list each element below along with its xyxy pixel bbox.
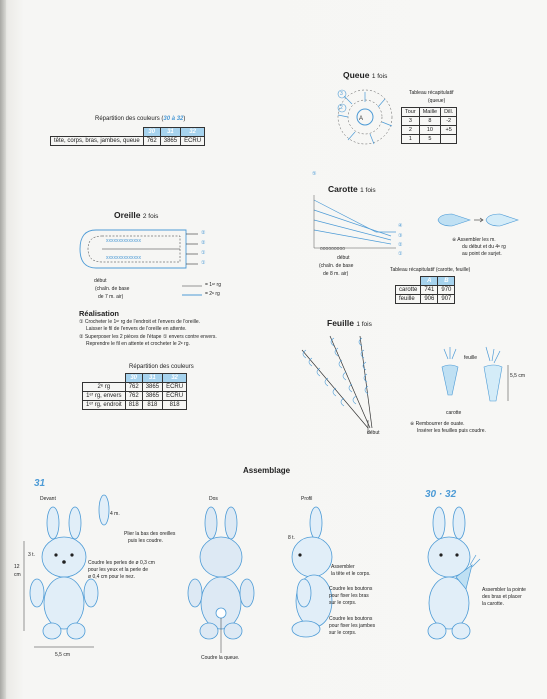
svg-text:A: A bbox=[359, 116, 364, 122]
note-bras-3: sur le corps. bbox=[329, 600, 357, 606]
model-30-32-label: 30 · 32 bbox=[425, 489, 457, 500]
note-perles-1: Coudre les perles de ø 0,3 cm bbox=[88, 560, 155, 566]
note-jambes-3: sur le corps. bbox=[329, 630, 357, 636]
realisation-step-2b: Reprendre le fil en attente et crocheter le 2ᵉ rg. bbox=[86, 341, 190, 347]
oreille-legend-lines bbox=[182, 284, 204, 298]
svg-text:ooooooooo: ooooooooo bbox=[320, 246, 346, 252]
assemblage-title: Assemblage bbox=[243, 466, 291, 475]
carotte-note-2: du début et du 4ᵉ rg bbox=[462, 244, 506, 250]
carotte-note-3: au point de surjet. bbox=[462, 251, 502, 257]
carotte-row-1: ① bbox=[398, 251, 403, 257]
note-plier-1: Plier la bas des oreilles bbox=[124, 531, 176, 537]
note-carotte-2: des bras et placer bbox=[482, 594, 522, 600]
profil-label: Profil bbox=[301, 496, 313, 502]
feuille-note-2: Insérer les feuilles puis coudre. bbox=[417, 428, 486, 434]
realisation-step-2a: ② Superposer les 2 pièces de l'étape ① envers contre envers. bbox=[79, 334, 217, 340]
oreille-row-2a: ② bbox=[201, 230, 206, 236]
realisation-step-1a: ① Crocheter le 1ᵉʳ rg de l'endroit et l'envers de l'oreille. bbox=[79, 319, 201, 325]
carotte-diagram bbox=[296, 190, 406, 260]
note-bras-2: pour fixer les bras bbox=[329, 593, 369, 599]
feuille-start-label: début bbox=[367, 430, 380, 436]
dim-55cm: 5,5 cm bbox=[55, 652, 71, 658]
oreille-start-label-3: de 7 m. air) bbox=[98, 294, 124, 300]
carotte-table-title: Tableau récapitulatif (carotte, feuille) bbox=[390, 267, 471, 273]
note-perles-2: pour les yeux et la perle de bbox=[88, 567, 149, 573]
queue-table: Tour Maille Dill. 3 8 -2 2 10 +5 1 5 bbox=[401, 107, 457, 144]
oreille-start-label: début bbox=[94, 278, 107, 284]
note-carotte-3: la carotte. bbox=[482, 601, 504, 607]
note-carotte-1: Assembler la pointe bbox=[482, 587, 526, 593]
feuille-label: feuille bbox=[464, 355, 478, 361]
color-table-mid: 30 31 32 2ᵉ rg 762 3865 ÉCRU 1ᵉʳ rg, envers 762 3865 ÉCRU 1ᵉʳ rg, endroit 818 818 818 bbox=[82, 373, 187, 410]
oreille-diagram bbox=[76, 222, 201, 277]
queue-table-subtitle: (queue) bbox=[428, 98, 446, 104]
svg-text:xxxxxxxxxxxxxx: xxxxxxxxxxxxxx bbox=[106, 238, 141, 244]
dim-4m: 4 m. bbox=[110, 511, 120, 517]
color-table-top-title: Répartition des couleurs (30 à 32) bbox=[95, 116, 186, 122]
bunny-with-carrot bbox=[408, 505, 488, 655]
color-table-mid-title: Répartition des couleurs bbox=[129, 364, 194, 370]
note-plier-2: puis les coudre. bbox=[128, 538, 164, 544]
devant-label: Devant bbox=[40, 496, 56, 502]
ear-fold-detail bbox=[96, 493, 112, 527]
carotte-row-3: ③ bbox=[398, 233, 403, 239]
feuille-diagram bbox=[290, 328, 400, 438]
carotte-title: Carotte 1 fois bbox=[328, 184, 376, 194]
oreille-legend-1: = 1ᵉʳ rg bbox=[205, 282, 221, 288]
oreille-start-label-2: (chaîn. de base bbox=[95, 286, 130, 292]
feuille-title: Feuille 1 fois bbox=[327, 318, 372, 328]
note-jambes-2: pour fixer les jambes bbox=[329, 623, 376, 629]
carotte-start-label-2: (chaîn. de base bbox=[319, 263, 354, 269]
oreille-row-1b: ① bbox=[201, 260, 206, 266]
queue-row-2: 2 bbox=[340, 105, 343, 111]
dos-label: Dos bbox=[209, 496, 218, 502]
bunny-back bbox=[180, 505, 260, 655]
dim-cm: cm bbox=[14, 572, 21, 578]
feuille-dim: 5,5 cm bbox=[510, 373, 526, 379]
carotte-start-label-3: de 8 m. air) bbox=[323, 271, 349, 277]
oreille-row-2b: ② bbox=[201, 240, 206, 246]
carotte-start-label: début bbox=[337, 255, 350, 261]
model-31-label: 31 bbox=[34, 478, 46, 489]
queue-table-title: Tableau récapitulatif bbox=[409, 90, 454, 96]
carotte-table: A B carotte 741 970 feuille 906 907 bbox=[395, 276, 455, 304]
oreille-title: Oreille 2 fois bbox=[114, 210, 159, 220]
note-perles-3: ø 0,4 cm pour le nez. bbox=[88, 574, 135, 580]
carotte-label: carotte bbox=[446, 410, 462, 416]
feuille-note-1: ※ Rembourrer de ouate. bbox=[410, 421, 465, 427]
note-bras-1: Coudre les boutons bbox=[329, 586, 373, 592]
note-jambes-1: Coudre les boutons bbox=[329, 616, 373, 622]
svg-text:xxxxxxxxxxxxxx: xxxxxxxxxxxxxx bbox=[106, 255, 141, 261]
queue-title: Queue 1 fois bbox=[343, 70, 388, 80]
dim-3t: 3 t. bbox=[28, 552, 35, 558]
dim-8t: 8 t. bbox=[288, 535, 295, 541]
realisation-title: Réalisation bbox=[79, 309, 120, 318]
realisation-step-1b: Laisser le fil de l'envers de l'oreille en attente. bbox=[86, 326, 187, 332]
note-queue: Coudre la queue. bbox=[201, 655, 240, 661]
carotte-row-5: ⑤ bbox=[312, 171, 317, 177]
oreille-legend-2: = 2ᵉ rg bbox=[205, 291, 220, 297]
oreille-row-1a: ① bbox=[201, 250, 206, 256]
carotte-row-2: ② bbox=[398, 242, 403, 248]
carotte-shapes bbox=[436, 210, 526, 234]
bunny-front bbox=[20, 505, 110, 655]
color-table-top: 30 31 32 tête, corps, bras, jambes, queue 762 3865 ÉCRU bbox=[50, 127, 205, 146]
note-tete-2: la tête et le corps. bbox=[331, 571, 371, 577]
note-tete-1: Assembler bbox=[331, 564, 355, 570]
carotte-note-1: ※ Assembler les m. bbox=[452, 237, 496, 243]
queue-row-3: 3 bbox=[340, 91, 343, 97]
carotte-row-4: ④ bbox=[398, 223, 403, 229]
book-spine bbox=[0, 0, 6, 699]
dim-12: 12 bbox=[14, 564, 20, 570]
